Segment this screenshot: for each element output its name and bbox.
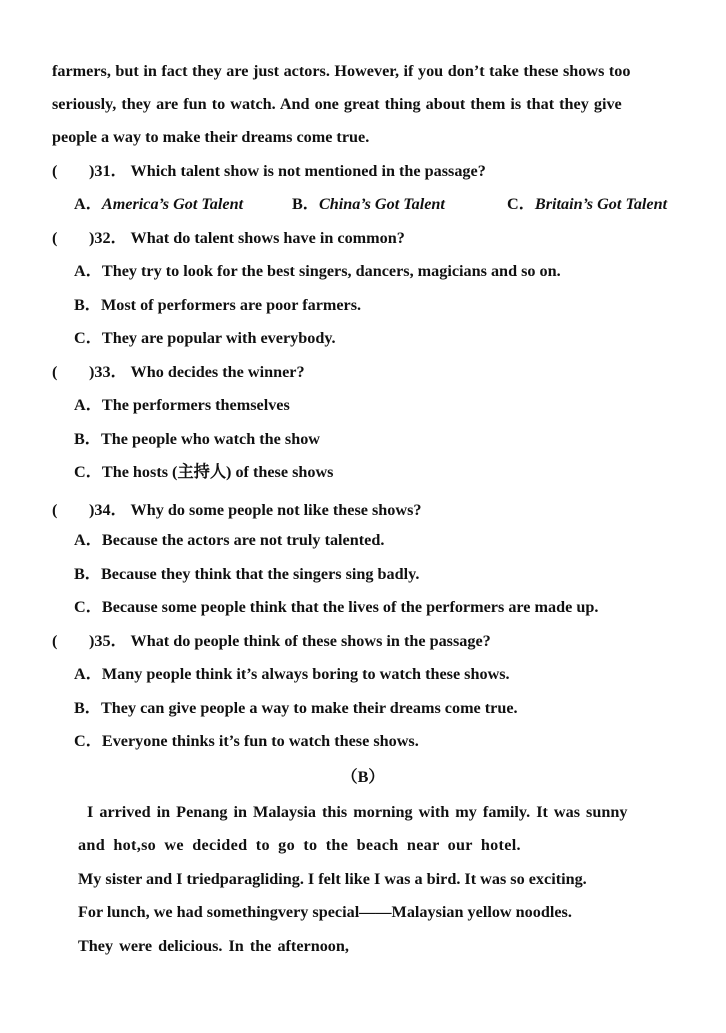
- answer-blank[interactable]: (: [52, 229, 58, 247]
- intro-line: farmers, but in fact they are just actors. However, if you don’t take these shows too: [52, 62, 631, 80]
- passage-line: For lunch, we had somethingvery special——Malaysian yellow noodles.: [78, 903, 572, 921]
- option-text: The performers themselves: [101, 396, 290, 414]
- option-letter: A．: [74, 531, 102, 549]
- option-b: [74, 429, 320, 449]
- option-letter: C．: [74, 329, 102, 347]
- passage-line: I arrived in Penang in Malaysia this morning with my family. It was sunny: [87, 803, 628, 821]
- option-letter: B．: [74, 296, 101, 314]
- answer-blank[interactable]: (: [52, 632, 58, 650]
- option-letter: C．: [507, 195, 535, 213]
- option-text: Many people think it’s always boring to watch these shows.: [101, 665, 510, 683]
- passage-line: They were delicious. In the afternoon,: [78, 937, 349, 955]
- option-b: [292, 194, 445, 214]
- option-a: [74, 664, 510, 684]
- option-text: Everyone thinks it’s fun to watch these shows.: [101, 732, 419, 750]
- option-letter: A．: [74, 396, 102, 414]
- option-letter: C．: [74, 732, 102, 750]
- option-c: [74, 731, 419, 751]
- option-text: The people who watch the show: [100, 430, 320, 448]
- option-letter: C．: [74, 598, 102, 616]
- option-a: [74, 395, 290, 415]
- option-c: [507, 194, 667, 214]
- option-c: [74, 597, 598, 617]
- option-letter: A．: [74, 262, 102, 280]
- option-text: The hosts (主持人) of these shows: [101, 463, 334, 481]
- question-text: )35． What do people think of these shows in the passage?: [89, 632, 491, 650]
- option-text: Most of performers are poor farmers.: [100, 296, 362, 314]
- option-letter: B．: [74, 699, 101, 717]
- option-text: They are popular with everybody.: [101, 329, 336, 347]
- intro-line: seriously, they are fun to watch. And one great thing about them is that they give: [52, 95, 622, 113]
- question-text: )33． Who decides the winner?: [89, 363, 305, 381]
- option-text: They can give people a way to make their dreams come true.: [100, 699, 518, 717]
- answer-blank[interactable]: (: [52, 501, 58, 519]
- option-b: [74, 698, 518, 718]
- option-text: China’s Got Talent: [318, 195, 445, 213]
- option-c: [74, 328, 336, 348]
- option-letter: B．: [74, 565, 101, 583]
- question-text: )34． Why do some people not like these shows?: [89, 501, 422, 519]
- option-letter: A．: [74, 195, 102, 213]
- option-b: [74, 295, 361, 315]
- option-text: America’s Got Talent: [101, 195, 244, 213]
- option-letter: A．: [74, 665, 102, 683]
- section-b-heading: （B）: [341, 768, 385, 786]
- answer-blank[interactable]: (: [52, 162, 58, 180]
- question-text: )31． Which talent show is not mentioned in the passage?: [89, 162, 486, 180]
- option-letter: C．: [74, 463, 102, 481]
- intro-line: people a way to make their dreams come true.: [52, 128, 370, 146]
- option-text: Because some people think that the lives of the performers are made up.: [101, 598, 599, 616]
- option-a: [74, 194, 243, 214]
- option-text: Because the actors are not truly talented.: [101, 531, 385, 549]
- option-c: [74, 462, 333, 482]
- option-text: Because they think that the singers sing badly.: [100, 565, 420, 583]
- option-text: Britain’s Got Talent: [534, 195, 668, 213]
- option-letter: B．: [74, 430, 101, 448]
- option-letter: B．: [292, 195, 319, 213]
- answer-blank[interactable]: (: [52, 363, 58, 381]
- option-b: [74, 564, 419, 584]
- question-text: )32． What do talent shows have in common?: [89, 229, 405, 247]
- passage-line: and hot,so we decided to go to the beach near our hotel.: [78, 836, 521, 854]
- passage-line: My sister and I triedparagliding. I felt like I was a bird. It was so exciting.: [78, 870, 587, 888]
- option-text: They try to look for the best singers, dancers, magicians and so on.: [101, 262, 561, 280]
- option-a: [74, 530, 384, 550]
- option-a: [74, 261, 561, 281]
